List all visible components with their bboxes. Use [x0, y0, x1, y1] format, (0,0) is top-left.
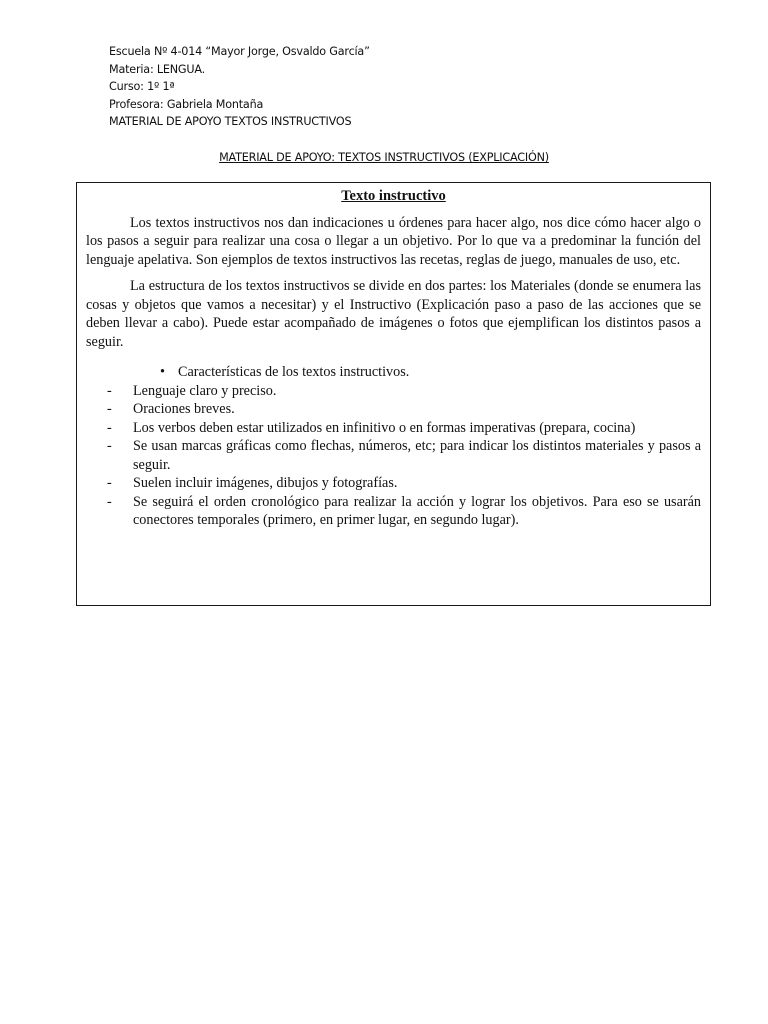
list-item	[86, 493, 701, 530]
paragraph-structure: La estructura de los textos instructivos se divide en dos partes: los Materiales (donde se enumera las cosas y objetos que vamos a necesitar) y el Instructivo (Explicación paso a paso de las acciones que se deben llevar a cabo). Puede estar acompañado de imágenes o fotos que ejemplifican los distintos pasos a seguir.	[86, 278, 701, 350]
dash-mark: -	[107, 475, 112, 491]
list-item-text: Se seguirá el orden cronológico para realizar la acción y lograr los objetivos. Para eso se usarán conectores temporales (primero, en primer lugar, en segundo lugar).	[133, 493, 701, 528]
list-item-text: Los verbos deben estar utilizados en infinitivo o en formas imperativas (prepara, cocina)	[133, 419, 636, 436]
dash-mark: -	[107, 401, 112, 417]
bullet-mark: •	[160, 364, 165, 380]
characteristics-bullet	[86, 363, 701, 382]
list-item-text: Se usan marcas gráficas como flechas, números, etc; para indicar los distintos materiales y pasos a seguir.	[133, 438, 701, 473]
list-item	[86, 419, 701, 438]
list-item-text: Lenguaje claro y preciso.	[133, 382, 277, 399]
material-line: MATERIAL DE APOYO TEXTOS INSTRUCTIVOS	[109, 115, 352, 128]
teacher-line: Profesora: Gabriela Montaña	[109, 97, 264, 111]
list-item	[86, 437, 701, 474]
list-item-text: Suelen incluir imágenes, dibujos y fotografías.	[133, 475, 398, 491]
box-title: Texto instructivo	[341, 188, 446, 204]
dash-mark: -	[107, 438, 112, 454]
characteristics-list	[86, 382, 701, 530]
characteristics-heading: Características de los textos instructivos.	[178, 364, 410, 380]
content-box	[76, 182, 711, 606]
main-title: MATERIAL DE APOYO: TEXTOS INSTRUCTIVOS (EXPLICACIÓN)	[219, 151, 549, 164]
dash-mark: -	[107, 419, 112, 436]
school-name: Escuela Nº 4-014 “Mayor Jorge, Osvaldo García”	[109, 45, 370, 58]
list-item	[86, 382, 701, 401]
paragraph-intro: Los textos instructivos nos dan indicaciones u órdenes para hacer algo, nos dice cómo hacer algo o los pasos a seguir para realizar una cosa o llegar a un objetivo. Por lo que va a predominar la función del lenguaje apelativa. Son ejemplos de textos instructivos las recetas, reglas de juego, manuales de uso, etc.	[86, 214, 701, 268]
list-item	[86, 474, 701, 493]
course-line: Curso: 1º 1ª	[109, 80, 175, 93]
subject-line: Materia: LENGUA.	[109, 62, 206, 76]
list-item	[86, 400, 701, 419]
dash-mark: -	[107, 493, 112, 510]
document-header	[109, 43, 370, 131]
dash-mark: -	[107, 382, 112, 399]
list-item-text: Oraciones breves.	[133, 401, 235, 417]
